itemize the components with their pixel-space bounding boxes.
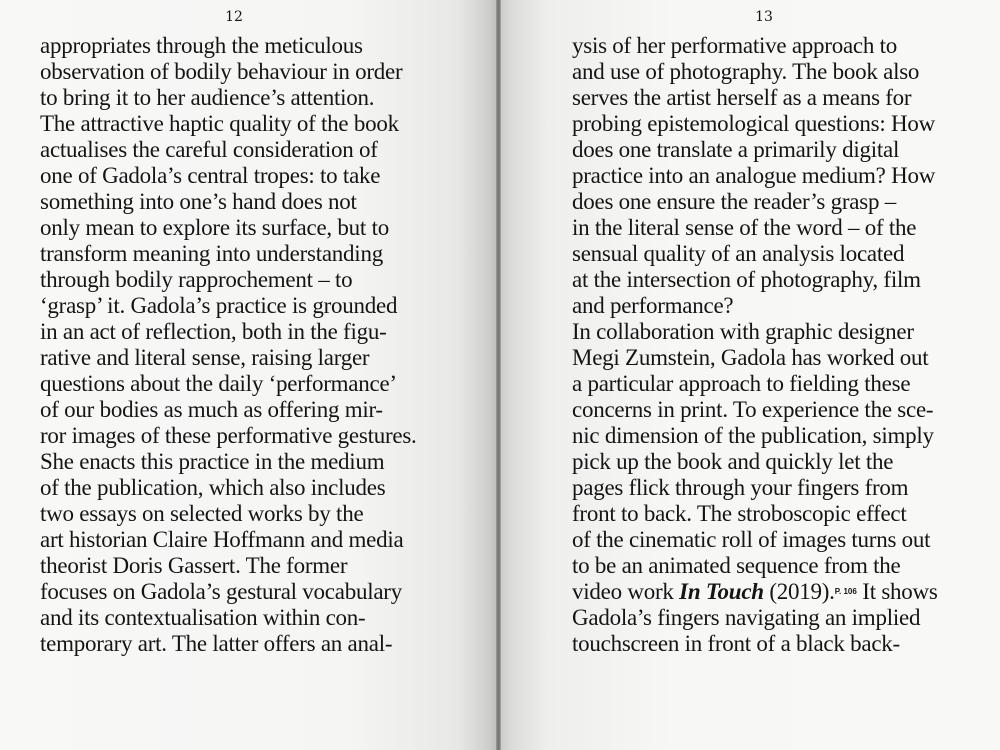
page-number-right: 13: [755, 9, 773, 25]
page-reference: P. 106: [834, 587, 857, 596]
body-text-right-part-2: It shows Gadola’s fingers navigating an implied touchscreen in front of a black back-: [572, 579, 938, 656]
work-title: In Touch: [679, 579, 764, 604]
book-gutter: [496, 0, 501, 750]
body-text-left: appropriates through the meticulous observation of bodily behaviour in order to bring it to her audience’s attention. The attractive haptic quality of the book actualises the careful consideration of one of Gadola’s central tropes: to take something into one’s hand does not only mean to explore its surface, but to transform meaning into understanding through bodily rapprochement – to ‘grasp’ it. Gadola’s practice is grounded in an act of reflection, both in the figu- rative and literal sense, raising larger questions about the daily ‘performance’ of our bodies as much as offering mir- ror images of these performative gestures. She enacts this practice in the medium of the publication, which also includes two essays on selected works by the art historian Claire Hoffmann and media theorist Doris Gassert. The former focuses on Gadola’s gestural vocabulary and its contextualisation within con- temporary art. The latter offers an anal-: [40, 33, 417, 656]
right-page: [497, 0, 1000, 750]
work-year: (2019).: [763, 579, 835, 604]
body-text-right-part-1: ysis of her performative approach to and use of photography. The book also serves the artist herself as a means for probing epistemological questions: How does one translate a primarily digital practice into an analogue medium? How does one ensure the reader’s grasp – in the literal sense of the word – of the sensual quality of an analysis located at the intersection of photography, film and performance? In collaboration with graphic designer Megi Zumstein, Gadola has worked out a particular approach to fielding these concerns in print. To experience the sce- nic dimension of the publication, simply pick up the book and quickly let the pages flick through your fingers from front to back. The stroboscopic effect of the cinematic roll of images turns out to be an animated sequence from the video work: [572, 33, 936, 604]
page-number-left: 12: [225, 9, 243, 25]
left-page: [0, 0, 497, 750]
body-text-right: [572, 33, 992, 657]
